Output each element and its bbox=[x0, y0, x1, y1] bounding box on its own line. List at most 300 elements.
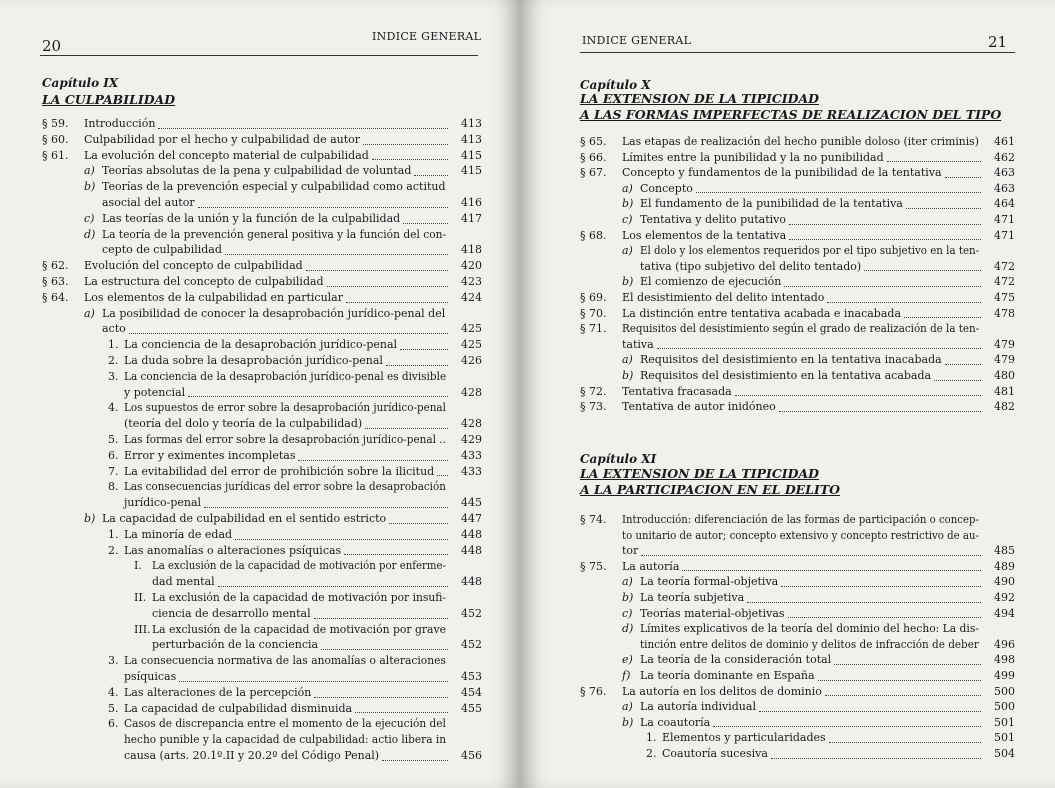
section-number: § 70. bbox=[580, 306, 607, 320]
entry-page-number: 425 bbox=[461, 338, 482, 352]
entry-marker: a) bbox=[622, 181, 633, 195]
toc-entry bbox=[42, 385, 482, 401]
toc-entry bbox=[42, 163, 482, 179]
left-page-number: 20 bbox=[42, 37, 62, 55]
entry-marker: 4. bbox=[108, 401, 119, 415]
dot-leader bbox=[314, 697, 448, 698]
toc-entry bbox=[580, 259, 1015, 275]
entry-title: Tentativa fracasada bbox=[622, 384, 732, 398]
entry-title: El comienzo de ejecución bbox=[640, 275, 782, 289]
toc-entry bbox=[580, 228, 1015, 244]
toc-entry bbox=[580, 746, 1015, 762]
entry-title: Los elementos de la culpabilidad en particular bbox=[84, 290, 343, 304]
entry-page-number: 429 bbox=[461, 433, 482, 446]
toc-entry bbox=[580, 165, 1015, 181]
toc-entry bbox=[42, 448, 482, 464]
toc-entry bbox=[580, 181, 1015, 197]
entry-title: Los elementos de la tentativa bbox=[622, 228, 787, 242]
dot-leader bbox=[372, 159, 448, 160]
left-header-rule bbox=[40, 55, 478, 56]
entry-title: La exclusión de la capacidad de motivación por enferme- bbox=[152, 559, 446, 573]
entry-marker: 6. bbox=[108, 717, 119, 731]
entry-marker: c) bbox=[84, 211, 95, 225]
dot-leader bbox=[225, 254, 448, 255]
entry-page-number: 413 bbox=[461, 132, 482, 146]
section-number: § 74. bbox=[580, 513, 607, 526]
entry-page-number: 415 bbox=[461, 148, 482, 162]
entry-title: La posibilidad de conocer la desaprobación jurídico-penal del bbox=[102, 306, 446, 320]
dot-leader bbox=[788, 617, 981, 618]
toc-entry bbox=[580, 730, 1015, 746]
toc-entry bbox=[580, 150, 1015, 166]
toc-entry bbox=[42, 116, 482, 132]
section-number: § 60. bbox=[42, 132, 69, 146]
entry-page-number: 478 bbox=[994, 306, 1015, 320]
entry-title: La teoría dominante en España bbox=[640, 669, 815, 682]
toc-entry bbox=[42, 748, 482, 764]
toc-left-list bbox=[42, 116, 482, 776]
toc-entry bbox=[580, 699, 1015, 715]
toc-entry bbox=[42, 258, 482, 274]
entry-page-number: 433 bbox=[461, 464, 482, 478]
toc-entry bbox=[580, 368, 1015, 384]
entry-title: tinción entre delitos de dominio y delitos de infracción de deber bbox=[640, 637, 979, 651]
entry-marker: b) bbox=[622, 275, 634, 289]
entry-marker: a) bbox=[84, 164, 95, 178]
entry-page-number: 504 bbox=[994, 747, 1015, 760]
dot-leader bbox=[735, 395, 981, 396]
dot-leader bbox=[781, 586, 981, 587]
entry-title: El desistimiento del delito intentado bbox=[622, 291, 825, 304]
entry-title: La duda sobre la desaprobación jurídico-penal bbox=[124, 354, 383, 367]
section-number: § 72. bbox=[580, 384, 607, 398]
toc-entry bbox=[580, 652, 1015, 668]
entry-page-number: 496 bbox=[994, 637, 1015, 651]
toc-entry bbox=[580, 543, 1015, 559]
toc-entry bbox=[42, 179, 482, 195]
entry-page-number: 501 bbox=[994, 715, 1015, 729]
entry-title: Tentativa y delito putativo bbox=[640, 213, 786, 226]
entry-title: Tentativa de autor inidóneo bbox=[622, 400, 776, 414]
toc-entry bbox=[580, 274, 1015, 290]
entry-title: ciencia de desarrollo mental bbox=[152, 606, 311, 620]
entry-title: Concepto y fundamentos de la punibilidad de la tentativa bbox=[622, 166, 942, 180]
entry-title: La minoría de edad bbox=[124, 527, 233, 541]
section-number: § 73. bbox=[580, 400, 607, 414]
entry-page-number: 452 bbox=[461, 638, 482, 652]
entry-title: El fundamento de la punibilidad de la tentativa bbox=[640, 197, 903, 211]
dot-leader bbox=[198, 207, 448, 208]
entry-title: causa (arts. 20.1º.II y 20.2º del Código Penal) bbox=[124, 749, 380, 762]
entry-page-number: 500 bbox=[994, 684, 1015, 698]
toc-entry bbox=[42, 416, 482, 432]
entry-page-number: 472 bbox=[994, 259, 1015, 273]
toc-entry bbox=[580, 606, 1015, 622]
toc-entry bbox=[580, 321, 1015, 337]
entry-page-number: 417 bbox=[461, 211, 482, 225]
entry-title: La teoría formal-objetiva bbox=[640, 575, 779, 589]
entry-page-number: 480 bbox=[994, 369, 1015, 382]
dot-leader bbox=[759, 711, 981, 712]
entry-title: Concepto bbox=[640, 181, 693, 195]
toc-entry bbox=[580, 212, 1015, 228]
dot-leader bbox=[641, 555, 981, 556]
entry-marker: 7. bbox=[108, 464, 119, 478]
entry-title: Error y eximentes incompletas bbox=[124, 448, 296, 462]
section-number: § 59. bbox=[42, 117, 69, 130]
toc-entry bbox=[42, 653, 482, 669]
dot-leader bbox=[827, 302, 981, 303]
toc-entry bbox=[42, 369, 482, 385]
toc-entry bbox=[42, 274, 482, 290]
entry-marker: II. bbox=[134, 591, 147, 604]
dot-leader bbox=[386, 365, 448, 366]
entry-marker: b) bbox=[622, 369, 634, 382]
entry-page-number: 433 bbox=[461, 448, 482, 462]
toc-entry bbox=[42, 321, 482, 337]
entry-title: Teorías material-objetivas bbox=[640, 606, 785, 620]
section-number: § 68. bbox=[580, 228, 607, 242]
entry-page-number: 426 bbox=[461, 354, 482, 367]
entry-page-number: 462 bbox=[994, 150, 1015, 164]
dot-leader bbox=[713, 726, 981, 727]
toc-entry bbox=[580, 196, 1015, 212]
toc-entry bbox=[580, 243, 1015, 259]
entry-title: Elementos y particularidades bbox=[662, 731, 826, 745]
entry-page-number: 481 bbox=[994, 384, 1015, 398]
toc-entry bbox=[42, 148, 482, 164]
entry-page-number: 463 bbox=[994, 181, 1015, 195]
entry-title: y potencial bbox=[124, 385, 186, 399]
entry-title: Introducción: diferenciación de las formas de participación o concep- bbox=[622, 513, 979, 526]
entry-page-number: 453 bbox=[461, 670, 482, 683]
dot-leader bbox=[129, 333, 448, 334]
toc-entry bbox=[580, 621, 1015, 637]
entry-title: Requisitos del desistimiento según el grado de realización de la ten- bbox=[622, 322, 980, 336]
dot-leader bbox=[389, 523, 448, 524]
entry-title: La conciencia de la desaprobación jurídico-penal bbox=[124, 338, 398, 352]
entry-marker: a) bbox=[622, 575, 633, 589]
dot-leader bbox=[864, 270, 981, 271]
dot-leader bbox=[906, 208, 981, 209]
entry-title: La estructura del concepto de culpabilidad bbox=[84, 275, 324, 288]
dot-leader bbox=[355, 712, 448, 713]
entry-page-number: 452 bbox=[461, 606, 482, 620]
entry-title: La conciencia de la desaprobación jurídico-penal es divisible bbox=[124, 369, 447, 383]
entry-title: La evitabilidad del error de prohibición sobre la ilicitud bbox=[124, 464, 435, 478]
entry-title: Las teorías de la unión y la función de la culpabilidad bbox=[102, 211, 401, 225]
toc-entry bbox=[42, 622, 482, 638]
entry-page-number: 492 bbox=[994, 591, 1015, 604]
dot-leader bbox=[235, 539, 448, 540]
entry-marker: 4. bbox=[108, 685, 119, 699]
dot-leader bbox=[400, 349, 448, 350]
dot-leader bbox=[365, 428, 448, 429]
entry-title: Teorías absolutas de la pena y culpabilidad de voluntad bbox=[102, 164, 412, 178]
entry-title: to unitario de autor; concepto extensivo y concepto restrictivo de au- bbox=[622, 528, 979, 542]
dot-leader bbox=[218, 586, 448, 587]
dot-leader bbox=[346, 302, 448, 303]
entry-marker: b) bbox=[622, 197, 634, 211]
dot-leader bbox=[363, 144, 448, 145]
entry-page-number: 456 bbox=[461, 749, 482, 762]
entry-page-number: 428 bbox=[461, 417, 482, 431]
entry-marker: e) bbox=[622, 653, 633, 667]
dot-leader bbox=[437, 475, 448, 476]
entry-page-number: 475 bbox=[994, 291, 1015, 304]
toc-entry bbox=[580, 590, 1015, 606]
entry-marker: f) bbox=[622, 669, 631, 682]
toc-entry bbox=[42, 227, 482, 243]
entry-marker: 5. bbox=[108, 701, 119, 715]
entry-marker: c) bbox=[622, 213, 633, 226]
entry-page-number: 423 bbox=[461, 275, 482, 288]
right-page bbox=[520, 0, 1055, 788]
entry-title: cepto de culpabilidad bbox=[102, 243, 222, 257]
section-number: § 64. bbox=[42, 290, 69, 304]
toc-entry bbox=[42, 195, 482, 211]
entry-page-number: 420 bbox=[461, 259, 482, 273]
toc-entry bbox=[580, 715, 1015, 731]
entry-title: Coautoría sucesiva bbox=[662, 747, 768, 760]
entry-marker: a) bbox=[622, 353, 633, 367]
entry-page-number: 461 bbox=[994, 135, 1015, 148]
entry-title: tor bbox=[622, 544, 639, 558]
entry-title: Las alteraciones de la percepción bbox=[124, 685, 312, 699]
entry-page-number: 448 bbox=[461, 527, 482, 541]
toc-entry bbox=[580, 559, 1015, 575]
dot-leader bbox=[825, 695, 981, 696]
entry-page-number: 472 bbox=[994, 275, 1015, 289]
entry-page-number: 447 bbox=[461, 512, 482, 525]
entry-page-number: 471 bbox=[994, 213, 1015, 226]
toc-chapter-x-list bbox=[580, 134, 1015, 430]
section-number: § 63. bbox=[42, 275, 69, 288]
entry-page-number: 499 bbox=[994, 669, 1015, 682]
dot-leader bbox=[945, 177, 981, 178]
dot-leader bbox=[158, 128, 448, 129]
entry-title: La autoría bbox=[622, 559, 680, 573]
entry-page-number: 424 bbox=[461, 290, 482, 304]
entry-title: Casos de discrepancia entre el momento de la ejecución del bbox=[124, 717, 446, 731]
entry-marker: a) bbox=[622, 244, 633, 258]
toc-entry bbox=[580, 637, 1015, 653]
toc-entry bbox=[580, 668, 1015, 684]
entry-title: Las anomalías o alteraciones psíquicas bbox=[124, 543, 342, 557]
section-number: § 76. bbox=[580, 684, 607, 698]
chapter-x-title-line1: LA EXTENSION DE LA TIPICIDAD bbox=[580, 91, 819, 106]
toc-entry bbox=[580, 512, 1015, 528]
toc-entry bbox=[580, 528, 1015, 544]
entry-title: tativa (tipo subjetivo del delito tentado) bbox=[640, 259, 862, 273]
dot-leader bbox=[657, 348, 981, 349]
toc-entry bbox=[42, 511, 482, 527]
toc-entry bbox=[580, 306, 1015, 322]
toc-entry bbox=[42, 432, 482, 448]
entry-marker: 5. bbox=[108, 433, 119, 446]
entry-title: jurídico-penal bbox=[124, 496, 202, 510]
entry-page-number: 490 bbox=[994, 575, 1015, 589]
entry-title: La autoría individual bbox=[640, 700, 756, 714]
entry-page-number: 415 bbox=[461, 164, 482, 178]
entry-title: La distinción entre tentativa acabada e inacabada bbox=[622, 306, 902, 320]
entry-marker: 1. bbox=[646, 731, 657, 745]
entry-title: La autoría en los delitos de dominio bbox=[622, 684, 822, 698]
section-number: § 69. bbox=[580, 291, 607, 304]
chapter-ix-label: Capítulo IX bbox=[42, 76, 119, 90]
entry-title: psíquicas bbox=[124, 670, 177, 683]
dot-leader bbox=[298, 460, 448, 461]
toc-entry bbox=[42, 337, 482, 353]
dot-leader bbox=[789, 224, 981, 225]
entry-title: (teoría del dolo y teoría de la culpabilidad) bbox=[124, 417, 363, 431]
entry-title: La teoría de la prevención general positiva y la función del con- bbox=[102, 227, 447, 241]
entry-marker: a) bbox=[84, 306, 95, 320]
entry-title: acto bbox=[102, 322, 126, 336]
dot-leader bbox=[887, 161, 981, 162]
right-running-head: INDICE GENERAL bbox=[582, 34, 692, 47]
section-number: § 75. bbox=[580, 559, 607, 573]
entry-title: La capacidad de culpabilidad disminuida bbox=[124, 701, 353, 715]
section-number: § 66. bbox=[580, 150, 607, 164]
entry-title: Introducción bbox=[84, 117, 156, 130]
entry-page-number: 455 bbox=[461, 701, 482, 715]
toc-entry bbox=[580, 134, 1015, 150]
entry-title: tativa bbox=[622, 337, 654, 351]
entry-title: Evolución del concepto de culpabilidad bbox=[84, 259, 303, 273]
entry-title: Culpabilidad por el hecho y culpabilidad de autor bbox=[84, 132, 361, 146]
entry-title: La teoría subjetiva bbox=[640, 591, 745, 604]
toc-entry bbox=[42, 669, 482, 685]
entry-page-number: 463 bbox=[994, 166, 1015, 180]
dot-leader bbox=[789, 239, 981, 240]
entry-marker: 3. bbox=[108, 654, 119, 668]
entry-title: Requisitos del desistimiento en la tentativa inacabada bbox=[640, 353, 942, 367]
entry-title: Teorías de la prevención especial y culpabilidad como actitud bbox=[102, 180, 446, 194]
toc-entry bbox=[42, 464, 482, 480]
chapter-xi-label: Capítulo XI bbox=[580, 452, 657, 466]
dot-leader bbox=[179, 681, 448, 682]
entry-title: Las etapas de realización del hecho punible doloso (iter criminis) bbox=[622, 135, 979, 148]
toc-entry bbox=[42, 732, 482, 748]
entry-marker: d) bbox=[84, 227, 96, 241]
toc-entry bbox=[42, 306, 482, 322]
toc-entry bbox=[42, 495, 482, 511]
right-page-number: 21 bbox=[988, 33, 1008, 51]
toc-entry bbox=[42, 242, 482, 258]
toc-entry bbox=[42, 590, 482, 606]
entry-title: La coautoría bbox=[640, 715, 711, 729]
entry-title: Límites explicativos de la teoría del dominio del hecho: La dis- bbox=[640, 622, 979, 636]
entry-marker: III. bbox=[134, 622, 151, 636]
entry-page-number: 489 bbox=[994, 559, 1015, 573]
entry-marker: b) bbox=[84, 180, 96, 194]
toc-entry bbox=[42, 558, 482, 574]
entry-title: hecho punible y la capacidad de culpabilidad: actio libera in bbox=[124, 733, 447, 747]
entry-page-number: 416 bbox=[461, 196, 482, 209]
section-number: § 65. bbox=[580, 135, 607, 148]
toc-entry bbox=[42, 353, 482, 369]
entry-page-number: 464 bbox=[994, 197, 1015, 211]
entry-title: La exclusión de la capacidad de motivación por grave bbox=[152, 622, 446, 636]
toc-chapter-xi-list bbox=[580, 512, 1015, 782]
entry-marker: 1. bbox=[108, 527, 119, 541]
dot-leader bbox=[321, 649, 448, 650]
right-header-rule bbox=[580, 52, 1015, 53]
dot-leader bbox=[188, 396, 448, 397]
toc-entry bbox=[42, 527, 482, 543]
section-number: § 62. bbox=[42, 259, 69, 273]
toc-entry bbox=[42, 637, 482, 653]
entry-marker: 2. bbox=[108, 354, 119, 367]
entry-page-number: 479 bbox=[994, 353, 1015, 367]
section-number: § 67. bbox=[580, 166, 607, 180]
dot-leader bbox=[414, 175, 448, 176]
entry-marker: d) bbox=[622, 622, 634, 636]
entry-page-number: 500 bbox=[994, 700, 1015, 714]
dot-leader bbox=[747, 602, 981, 603]
section-number: § 61. bbox=[42, 148, 69, 162]
entry-title: La evolución del concepto material de culpabilidad bbox=[84, 148, 369, 162]
entry-marker: b) bbox=[622, 591, 634, 604]
entry-marker: b) bbox=[84, 512, 96, 525]
toc-entry bbox=[42, 574, 482, 590]
toc-entry bbox=[42, 701, 482, 717]
entry-page-number: 479 bbox=[994, 337, 1015, 351]
toc-entry bbox=[42, 543, 482, 559]
entry-page-number: 494 bbox=[994, 606, 1015, 620]
entry-marker: 6. bbox=[108, 448, 119, 462]
toc-entry bbox=[42, 479, 482, 495]
dot-leader bbox=[696, 192, 981, 193]
entry-page-number: 482 bbox=[994, 400, 1015, 414]
entry-page-number: 501 bbox=[994, 731, 1015, 745]
entry-title: dad mental bbox=[152, 575, 215, 589]
entry-page-number: 418 bbox=[461, 243, 482, 257]
toc-entry bbox=[42, 400, 482, 416]
entry-marker: I. bbox=[134, 559, 142, 573]
chapter-xi-title-line1: LA EXTENSION DE LA TIPICIDAD bbox=[580, 466, 819, 481]
entry-page-number: 445 bbox=[461, 496, 482, 510]
dot-leader bbox=[314, 618, 448, 619]
toc-entry bbox=[42, 716, 482, 732]
entry-title: Las consecuencias jurídicas del error sobre la desaprobación bbox=[124, 480, 446, 494]
toc-entry bbox=[42, 211, 482, 227]
dot-leader bbox=[771, 758, 981, 759]
section-number: § 71. bbox=[580, 322, 607, 336]
entry-marker: a) bbox=[622, 700, 633, 714]
entry-page-number: 425 bbox=[461, 322, 482, 336]
chapter-xi-title-line2: A LA PARTICIPACION EN EL DELITO bbox=[580, 482, 841, 497]
toc-entry bbox=[580, 290, 1015, 306]
toc-entry bbox=[580, 574, 1015, 590]
toc-entry bbox=[42, 290, 482, 306]
entry-marker: 2. bbox=[646, 747, 657, 760]
toc-entry bbox=[580, 337, 1015, 353]
entry-page-number: 471 bbox=[994, 228, 1015, 242]
entry-title: Límites entre la punibilidad y la no punibilidad bbox=[622, 150, 884, 164]
toc-entry bbox=[42, 132, 482, 148]
dot-leader bbox=[306, 270, 448, 271]
dot-leader bbox=[682, 570, 981, 571]
entry-marker: 3. bbox=[108, 369, 119, 383]
left-page bbox=[0, 0, 520, 788]
dot-leader bbox=[327, 286, 448, 287]
entry-marker: 8. bbox=[108, 480, 119, 494]
toc-entry bbox=[42, 606, 482, 622]
entry-marker: 2. bbox=[108, 543, 119, 557]
dot-leader bbox=[934, 380, 981, 381]
